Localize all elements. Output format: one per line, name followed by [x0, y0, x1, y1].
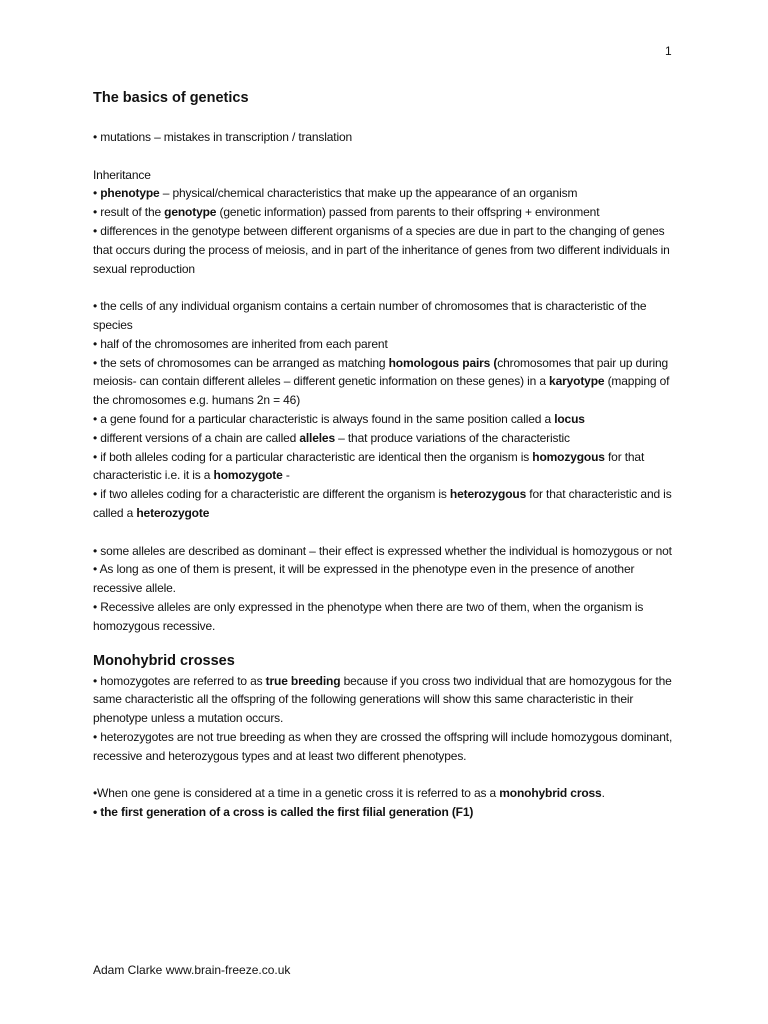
cells-bullet: • the cells of any individual organism contains a certain number of chromosomes that is characteristic of the species — [93, 299, 647, 332]
website-link[interactable]: www.brain-freeze.co.uk — [165, 963, 291, 977]
dominant-bullet: • some alleles are described as dominant – their effect is expressed whether the individual is homozygous or not — [93, 543, 672, 558]
hetero-prefix: • if two alleles coding for a characteristic are different the organism is — [93, 487, 450, 502]
homo-suffix: - — [282, 468, 290, 483]
one-gene-prefix: •When one gene is considered at a time in a genetic cross it is referred to as a — [93, 786, 500, 801]
homozygous-term: homozygous — [532, 449, 605, 464]
mutations-bullet: • mutations – mistakes in transcription / translation — [93, 130, 353, 144]
genotype-prefix: • result of the — [93, 205, 165, 220]
spacer — [93, 523, 683, 542]
spacer — [93, 147, 683, 166]
alleles-term: alleles — [299, 430, 335, 445]
locus-bullet — [93, 410, 683, 429]
heterozygotes-bullet: • heterozygotes are not true breeding as when they are crossed the offspring will include homozygous dominant, recessive and heterozygous types and at least two different phenotypes. — [93, 729, 673, 763]
one-gene-suffix: . — [601, 786, 605, 801]
hetero-text: for that characteristic and is called a — [93, 487, 672, 520]
author-name: Adam Clarke — [93, 963, 166, 977]
page-title: The basics of genetics — [93, 90, 249, 106]
spacer — [93, 636, 683, 650]
phenotype-bullet — [93, 184, 683, 203]
spacer — [93, 278, 683, 297]
sets-text: chromosomes that pair up during meiosis- can contain different alleles – different genetic information on these genes) in a — [93, 355, 669, 389]
as-long-bullet: • As long as one of them is present, it will be expressed in the phenotype even in the presence of another recessive allele. — [93, 562, 635, 596]
phenotype-term: phenotype — [100, 186, 160, 201]
recessive-bullet: • Recessive alleles are only expressed in the phenotype when there are two of them, when the organism is homozygous recessive. — [93, 599, 644, 633]
heterozygous-bullet — [93, 485, 683, 523]
page-footer — [93, 963, 290, 977]
first-generation-text: • the first generation of a cross is called the first filial generation (F1) — [93, 805, 474, 820]
inheritance-heading: Inheritance — [93, 167, 151, 182]
heterozygote-term: heterozygote — [136, 505, 210, 520]
phenotype-text: – physical/chemical characteristics that make up the appearance of an organism — [159, 186, 578, 201]
karyotype-term: karyotype — [549, 374, 605, 389]
homo-text: for that characteristic i.e. it is a — [93, 449, 645, 483]
first-generation-bullet — [93, 803, 683, 822]
alleles-bullet — [93, 429, 683, 448]
monohybrid-heading: Monohybrid crosses — [93, 652, 235, 669]
heterozygous-term: heterozygous — [449, 487, 527, 502]
homologous-bullet — [93, 354, 683, 410]
homologous-term: homologous pairs ( — [388, 355, 498, 370]
bullet: • — [93, 186, 98, 201]
locus-term: locus — [554, 411, 585, 426]
document-body — [93, 88, 683, 822]
homo-prefix: • if both alleles coding for a particular characteristic are identical then the organism is — [93, 449, 533, 464]
genotype-bullet — [93, 203, 683, 222]
half-bullet: • half of the chromosomes are inherited from each parent — [93, 336, 388, 351]
genotype-term: genotype — [164, 205, 217, 220]
sets-prefix: • the sets of chromosomes can be arranged as matching — [93, 355, 389, 370]
homozygotes-bullet — [93, 672, 683, 728]
alleles-text: – that produce variations of the characteristic — [334, 430, 570, 445]
monohybrid-cross-term: monohybrid cross — [499, 786, 602, 801]
homozygote-term: homozygote — [213, 468, 283, 483]
one-gene-bullet — [93, 784, 683, 803]
alleles-prefix: • different versions of a chain are called — [93, 430, 300, 445]
differences-bullet: • differences in the genotype between different organisms of a species are due in part to the changing of genes that occurs during the process of meiosis, and in part of the inheritance of genes from two different individuals in sexual reproduction — [93, 223, 670, 276]
homozygotes-prefix: • homozygotes are referred to as — [93, 673, 266, 688]
homozygotes-text: because if you cross two individual that are homozygous for the same characteristic all the offspring of the following generations will show this same characteristic in their phenotype unless a mutation occurs. — [93, 673, 672, 726]
sets-suffix: (mapping of the chromosomes e.g. humans 2n = 46) — [93, 374, 670, 408]
true-breeding-term: true breeding — [265, 673, 341, 688]
spacer — [93, 766, 683, 785]
homozygous-bullet — [93, 448, 683, 486]
locus-prefix: • a gene found for a particular characteristic is always found in the same position called a — [93, 411, 555, 426]
genotype-text: (genetic information) passed from parents to their offspring + environment — [216, 205, 600, 220]
page-number: 1 — [665, 44, 672, 58]
